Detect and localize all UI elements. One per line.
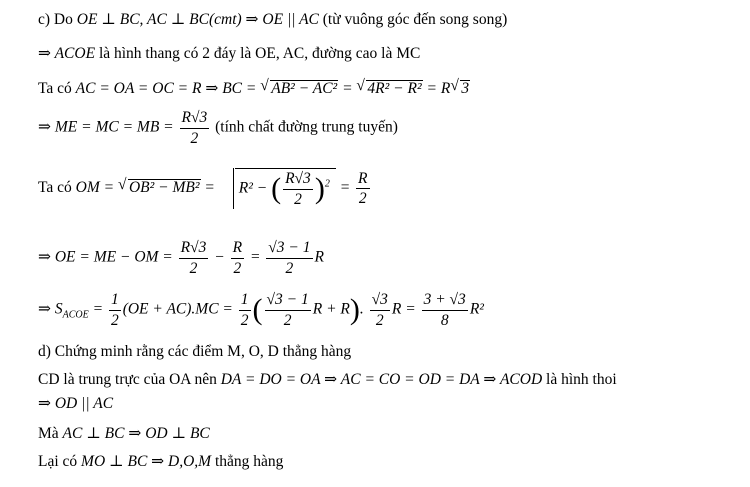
fraction: $\frac{√3 - 1}{2}$	[268, 239, 311, 277]
fraction: $\frac{R√3}{2}$	[180, 239, 207, 277]
text: (từ vuông góc đến song song)	[322, 11, 508, 28]
fraction: $\frac{R√3}{2}$	[285, 170, 311, 208]
text: CD là trung trực của OA nên	[38, 371, 217, 388]
fraction: $\frac{√3}{2}$	[371, 291, 388, 329]
radicand: 3	[461, 80, 470, 97]
math: AC = OA = OC = R ⇒ BC =	[75, 80, 257, 97]
math: =	[204, 179, 215, 197]
math: OE ⊥ BC, AC ⊥ BC	[76, 11, 209, 28]
fraction: $\frac{1}{2}$	[110, 291, 119, 329]
line-2	[38, 46, 420, 62]
math: =	[339, 179, 351, 197]
fraction: $\frac{1}{2}$	[240, 291, 249, 329]
math: = R	[426, 80, 451, 97]
text: Mà	[38, 425, 59, 442]
math: =	[342, 80, 353, 97]
fraction: $\frac{R}{2}$	[358, 169, 368, 207]
line-11	[38, 426, 210, 442]
radicand: 4R² − R²	[367, 80, 422, 97]
text: là hình thoi	[546, 371, 617, 388]
math: (cmt) ⇒ OE || AC	[208, 11, 319, 28]
text: là hình thang có 2 đáy là OE, AC, đường cao là MC	[98, 45, 421, 62]
radicand: AB² − AC²	[271, 80, 338, 97]
fraction: $\frac{R√3}{2}$	[181, 109, 208, 147]
line-7: ⇒ $S_{ACOE}$ = $\frac{1}{2}$ (OE + AC).MC = $\frac{1}{2}$ ( $\frac{√3 - 1}{2}$ R + R). $\frac{√3}{2}$ R = $\frac{3 + √3}{8}$ R²	[38, 291, 484, 329]
line-3	[38, 80, 470, 97]
sqrt	[260, 80, 338, 97]
fraction: $\frac{3 + √3}{8}$	[423, 291, 466, 329]
math: ⇒ OD || AC	[38, 395, 114, 412]
math: ⇒ OE = ME − OM =	[38, 248, 173, 266]
text: c) Do	[38, 11, 73, 28]
text: d) Chứng minh rằng các điểm M, O, D thẳng hàng	[38, 343, 352, 360]
line-5	[38, 168, 372, 209]
math: ⇒ ME = MC = MB =	[38, 118, 174, 136]
fraction: $\frac{R}{2}$	[232, 239, 243, 277]
text: Ta có	[38, 80, 72, 97]
math: ⇒ ACOE	[38, 45, 96, 62]
line-10	[38, 396, 113, 412]
line-4	[38, 110, 398, 146]
math: DA = DO = OA ⇒ AC = CO = OD = DA ⇒ ACOD	[220, 371, 543, 388]
text: thẳng hàng	[214, 453, 284, 470]
text: (tính chất đường trung tuyến)	[215, 118, 398, 136]
big-sqrt: R² − ( $\frac{R√3}{2}$ )$^2$	[219, 168, 336, 209]
line-8	[38, 344, 351, 360]
text: Lại có	[38, 453, 78, 470]
sqrt	[356, 80, 422, 97]
text: Ta có	[38, 179, 72, 197]
line-12	[38, 454, 283, 470]
sqrt: √ OB² − MB²	[118, 179, 201, 196]
math: MO ⊥ BC ⇒ D,O,M	[81, 453, 212, 470]
line-9	[38, 372, 617, 388]
math: AC ⊥ BC ⇒ OD ⊥ BC	[62, 425, 210, 442]
line-1	[38, 12, 507, 28]
sqrt	[450, 80, 470, 97]
math: OM =	[75, 179, 115, 197]
line-6: ⇒ OE = ME − OM = $\frac{R√3}{2}$ − $\frac{R}{2}$ = $\frac{√3 - 1}{2}$ R	[38, 239, 324, 277]
fraction: $\frac{√3 - 1}{2}$	[266, 291, 309, 329]
